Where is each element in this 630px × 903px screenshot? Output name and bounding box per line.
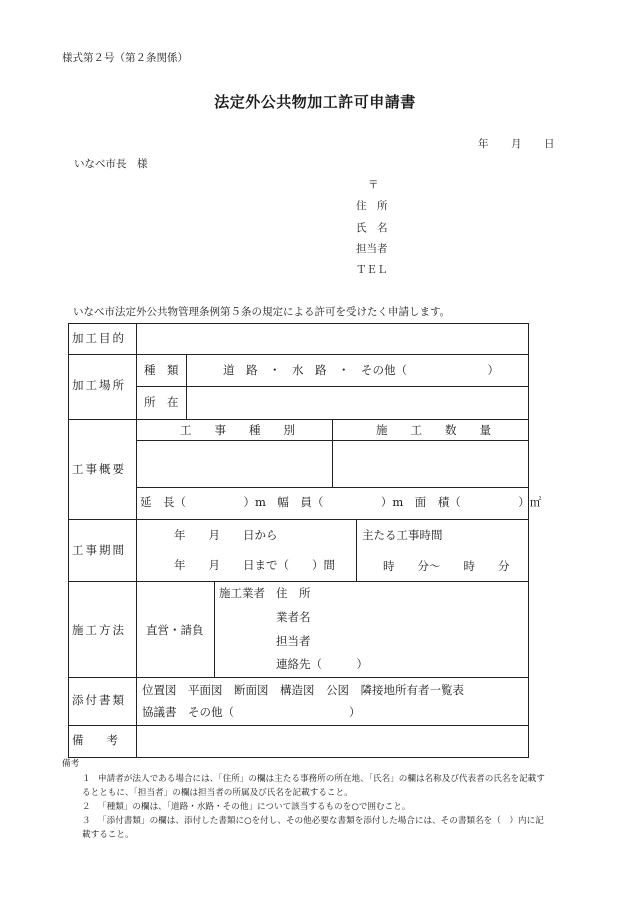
note-1-number: １ [82, 774, 91, 784]
date-day: 日 [544, 138, 555, 150]
contractor-name: 業者名 [276, 610, 311, 624]
note-2-number: ２ [82, 802, 91, 812]
main-hours: 時 分～ 時 分 [383, 559, 510, 573]
remarks-label: 備 考 [72, 733, 118, 747]
type-options: 道 路 ・ 水 路 ・ その他（ ） [223, 363, 499, 377]
period-to: 年 月 日まで（ ）間 [174, 558, 335, 572]
postal-mark: 〒 [368, 179, 379, 191]
date-year: 年 [478, 138, 489, 150]
note-2-line1: 「種類」の欄は、「道路・水路・その他」について該当するものを○で囲むこと。 [98, 802, 411, 812]
period-label: 工事期間 [72, 543, 126, 557]
quantity-header: 施 工 数 量 [376, 423, 491, 437]
note-3-line2: 載すること。 [82, 830, 134, 840]
applicant-person-label: 担当者 [356, 243, 388, 255]
applicant-address-label: 住 所 [356, 200, 388, 212]
attach-label: 添付書類 [72, 693, 126, 707]
method-value: 直営・請負 [146, 623, 204, 637]
attach-line2: 協議書 その他（ ） [142, 705, 361, 719]
contractor-person: 担当者 [276, 634, 311, 648]
contractor-label: 施工業者 [219, 586, 265, 600]
applicant-tel-label: ＴＥＬ [356, 264, 388, 276]
note-3-line1: 「添付書類」の欄は、添付した書類に○を付し、その他必要な書類を添付した場合には、その書類名を（ ）内に記 [98, 816, 544, 826]
contractor-contact: 連絡先（ ） [276, 657, 368, 671]
note-1-line1: 申請者が法人である場合には、「住所」の欄は主たる事務所の所在地、「氏名」の欄は名称及び代表者の氏名を記載す [98, 774, 545, 784]
overview-label: 工事概要 [72, 462, 126, 476]
note-3-number: ３ [82, 816, 91, 826]
application-statement: いなべ市法定外公共物管理条例第５条の規定による許可を受けたく申請します。 [73, 306, 451, 318]
note-1-line2: るとともに、「担当者」の欄は担当者の所属及び氏名を記載すること。 [82, 788, 353, 798]
addressee: いなべ市長 様 [74, 158, 148, 170]
form-number: 様式第２号（第２条関係） [62, 52, 188, 64]
purpose-label: 加工目的 [72, 331, 126, 345]
extension-line: 延 長（ ）m 幅 員（ ）m 面 積（ ）㎡ [140, 495, 542, 509]
attach-line1: 位置図 平面図 断面図 構造図 公図 隣接地所有者一覧表 [142, 683, 464, 697]
main-hours-label: 主たる工事時間 [362, 528, 443, 542]
contractor-address: 住 所 [276, 586, 311, 600]
date-month: 月 [511, 138, 522, 150]
applicant-name-label: 氏 名 [356, 222, 388, 234]
type-label: 種 類 [144, 363, 179, 377]
method-label: 施工方法 [72, 623, 126, 637]
form-title: 法定外公共物加工許可申請書 [214, 93, 416, 111]
notes-heading: 備考 [62, 759, 80, 769]
location-label: 加工場所 [72, 378, 126, 392]
period-from: 年 月 日から [174, 528, 278, 542]
place-label: 所 在 [144, 395, 179, 409]
work-type-header: 工 事 種 別 [180, 423, 295, 437]
